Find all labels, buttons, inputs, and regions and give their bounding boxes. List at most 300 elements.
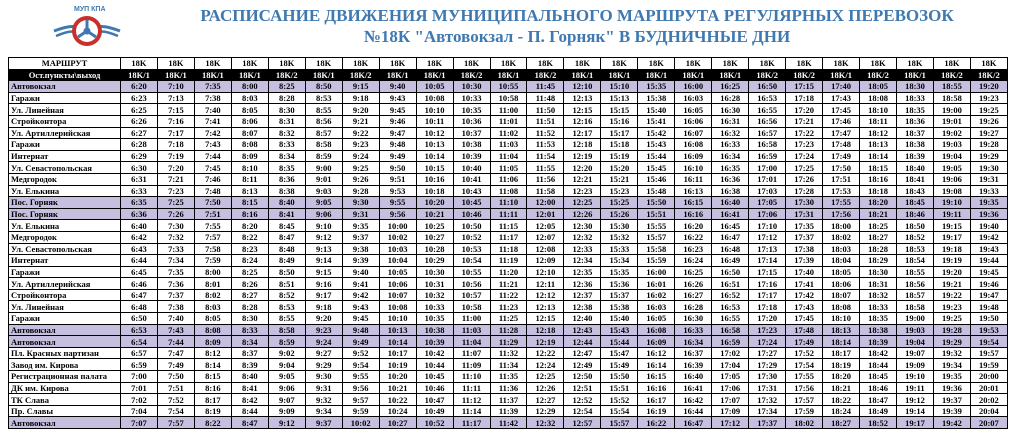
departure-time: 9:32	[305, 394, 342, 406]
table-row	[9, 208, 1008, 220]
table-row	[9, 81, 1008, 93]
departure-time: 17:39	[786, 255, 823, 267]
departure-time: 19:28	[933, 324, 970, 336]
route-code: 18K	[194, 58, 231, 70]
departure-time: 18:14	[860, 150, 897, 162]
departure-time: 15:40	[601, 313, 638, 325]
departure-time: 7:23	[157, 185, 194, 197]
table-row	[9, 150, 1008, 162]
departure-time: 19:14	[897, 405, 934, 417]
departure-time: 19:35	[933, 371, 970, 383]
departure-time: 16:01	[638, 278, 675, 290]
departure-time: 15:37	[601, 289, 638, 301]
departure-time: 7:48	[194, 185, 231, 197]
departure-time: 16:00	[638, 266, 675, 278]
departure-time: 9:37	[305, 417, 342, 429]
departure-time: 12:38	[564, 301, 601, 313]
departure-time: 16:36	[712, 173, 749, 185]
departure-time: 8:15	[231, 197, 268, 209]
departure-time: 8:31	[268, 115, 305, 127]
departure-time: 10:08	[416, 92, 453, 104]
departure-time: 9:34	[305, 405, 342, 417]
stop-name: Гаражи	[9, 139, 121, 151]
departure-time: 19:42	[933, 417, 970, 429]
departure-time: 17:18	[786, 92, 823, 104]
departure-time: 18:00	[823, 220, 860, 232]
departure-time: 10:46	[453, 208, 490, 220]
departure-time: 16:51	[712, 278, 749, 290]
departure-time: 12:40	[564, 313, 601, 325]
departure-time: 18:39	[897, 150, 934, 162]
departure-time: 19:20	[933, 266, 970, 278]
departure-time: 16:07	[675, 127, 712, 139]
departure-time: 15:40	[638, 104, 675, 116]
exit-code: 18K/2	[749, 69, 786, 81]
exit-code: 18K/1	[638, 69, 675, 81]
departure-time: 16:53	[712, 301, 749, 313]
departure-time: 11:48	[527, 92, 564, 104]
departure-time: 8:25	[268, 81, 305, 93]
departure-time: 8:09	[231, 150, 268, 162]
departure-time: 16:02	[638, 289, 675, 301]
departure-time: 8:08	[231, 139, 268, 151]
departure-time: 19:30	[970, 162, 1007, 174]
departure-time: 12:10	[564, 81, 601, 93]
departure-time: 16:44	[675, 405, 712, 417]
departure-time: 15:38	[601, 301, 638, 313]
departure-time: 19:39	[933, 405, 970, 417]
departure-time: 16:59	[712, 336, 749, 348]
departure-time: 11:03	[490, 139, 527, 151]
departure-time: 18:46	[897, 208, 934, 220]
stop-name: Ул. Артиллерийская	[9, 278, 121, 290]
departure-time: 17:49	[786, 336, 823, 348]
departure-time: 12:57	[564, 417, 601, 429]
stop-name: Медгородок	[9, 231, 121, 243]
departure-time: 8:55	[305, 104, 342, 116]
departure-time: 8:47	[268, 231, 305, 243]
departure-time: 12:32	[527, 417, 564, 429]
departure-time: 6:40	[121, 220, 158, 232]
exit-code: 18K/1	[897, 69, 934, 81]
departure-time: 11:53	[527, 139, 564, 151]
departure-time: 11:10	[453, 371, 490, 383]
departure-time: 8:51	[268, 278, 305, 290]
departure-time: 6:57	[121, 347, 158, 359]
departure-time: 16:55	[749, 104, 786, 116]
departure-time: 9:54	[342, 359, 379, 371]
departure-time: 12:49	[564, 359, 601, 371]
departure-time: 7:00	[121, 371, 158, 383]
departure-time: 9:28	[342, 185, 379, 197]
departure-time: 16:27	[675, 289, 712, 301]
departure-time: 9:52	[342, 347, 379, 359]
departure-time: 6:50	[121, 313, 158, 325]
departure-time: 7:13	[157, 92, 194, 104]
departure-time: 7:45	[194, 162, 231, 174]
departure-time: 18:56	[897, 278, 934, 290]
departure-time: 18:10	[860, 104, 897, 116]
departure-time: 18:39	[860, 336, 897, 348]
departure-time: 8:58	[305, 139, 342, 151]
departure-time: 8:22	[194, 417, 231, 429]
route-code: 18K	[638, 58, 675, 70]
departure-time: 12:30	[564, 220, 601, 232]
departure-time: 9:27	[305, 347, 342, 359]
departure-time: 7:51	[194, 208, 231, 220]
departure-time: 16:53	[749, 92, 786, 104]
departure-time: 19:34	[933, 359, 970, 371]
departure-time: 9:25	[342, 162, 379, 174]
departure-time: 6:31	[121, 173, 158, 185]
departure-time: 11:32	[490, 347, 527, 359]
departure-time: 18:13	[860, 139, 897, 151]
route-code: 18K	[601, 58, 638, 70]
departure-time: 17:16	[749, 278, 786, 290]
departure-time: 8:02	[194, 289, 231, 301]
departure-time: 7:50	[194, 197, 231, 209]
departure-time: 12:21	[564, 173, 601, 185]
departure-time: 19:57	[970, 347, 1007, 359]
departure-time: 7:55	[194, 220, 231, 232]
departure-time: 20:04	[970, 405, 1007, 417]
table-row	[9, 289, 1008, 301]
departure-time: 7:37	[157, 289, 194, 301]
departure-time: 7:51	[157, 382, 194, 394]
departure-time: 10:45	[416, 371, 453, 383]
departure-time: 16:16	[638, 382, 675, 394]
departure-time: 17:45	[823, 104, 860, 116]
departure-time: 10:05	[416, 81, 453, 93]
departure-time: 16:50	[749, 81, 786, 93]
departure-time: 19:25	[933, 313, 970, 325]
departure-time: 12:37	[564, 289, 601, 301]
table-row	[9, 405, 1008, 417]
departure-time: 9:51	[379, 173, 416, 185]
route-code: 18K	[897, 58, 934, 70]
departure-time: 8:32	[268, 127, 305, 139]
departure-time: 18:02	[786, 417, 823, 429]
departure-time: 15:10	[601, 81, 638, 93]
departure-time: 16:25	[712, 81, 749, 93]
exit-code: 18K/1	[823, 69, 860, 81]
departure-time: 15:59	[638, 255, 675, 267]
departure-time: 10:22	[379, 394, 416, 406]
departure-time: 8:59	[268, 336, 305, 348]
departure-time: 8:22	[231, 231, 268, 243]
departure-time: 10:44	[416, 359, 453, 371]
departure-time: 15:32	[601, 231, 638, 243]
departure-time: 12:35	[564, 266, 601, 278]
exit-code: 18K/2	[860, 69, 897, 81]
departure-time: 11:15	[490, 220, 527, 232]
stop-name: Ул. Елькина	[9, 185, 121, 197]
departure-time: 16:47	[675, 417, 712, 429]
departure-time: 9:18	[342, 92, 379, 104]
departure-time: 16:34	[675, 336, 712, 348]
exit-code: 18K/2	[933, 69, 970, 81]
exit-code: 18K/2	[527, 69, 564, 81]
departure-time: 15:41	[638, 115, 675, 127]
departure-time: 16:10	[675, 162, 712, 174]
departure-time: 16:45	[712, 220, 749, 232]
departure-time: 8:27	[231, 289, 268, 301]
departure-time: 9:30	[305, 371, 342, 383]
exit-code: 18K/2	[970, 69, 1007, 81]
departure-time: 17:40	[823, 81, 860, 93]
table-row	[9, 162, 1008, 174]
departure-time: 19:10	[933, 197, 970, 209]
departure-time: 6:28	[121, 139, 158, 151]
table-row	[9, 197, 1008, 209]
departure-time: 8:12	[194, 347, 231, 359]
departure-time: 17:15	[786, 81, 823, 93]
table-row	[9, 301, 1008, 313]
departure-time: 8:16	[194, 382, 231, 394]
departure-time: 11:36	[490, 382, 527, 394]
departure-time: 7:49	[157, 359, 194, 371]
exit-code: 18K/1	[601, 69, 638, 81]
departure-time: 19:04	[933, 150, 970, 162]
departure-time: 9:29	[305, 359, 342, 371]
departure-time: 12:43	[564, 324, 601, 336]
departure-time: 17:12	[712, 417, 749, 429]
departure-time: 18:27	[860, 231, 897, 243]
departure-time: 16:42	[675, 394, 712, 406]
departure-time: 10:20	[416, 197, 453, 209]
departure-time: 10:33	[416, 301, 453, 313]
departure-time: 17:01	[749, 173, 786, 185]
departure-time: 9:56	[342, 382, 379, 394]
departure-time: 10:15	[416, 162, 453, 174]
departure-time: 17:51	[823, 173, 860, 185]
departure-time: 10:21	[416, 208, 453, 220]
departure-time: 12:16	[564, 115, 601, 127]
departure-time: 16:11	[675, 173, 712, 185]
departure-time: 7:02	[121, 394, 158, 406]
departure-time: 11:17	[490, 231, 527, 243]
departure-time: 18:35	[860, 313, 897, 325]
departure-time: 7:46	[194, 173, 231, 185]
departure-time: 19:42	[970, 231, 1007, 243]
departure-time: 15:47	[601, 347, 638, 359]
departure-time: 17:20	[749, 313, 786, 325]
stop-name: Ул. Линейная	[9, 301, 121, 313]
departure-time: 10:32	[416, 289, 453, 301]
departure-time: 9:45	[379, 104, 416, 116]
departure-time: 11:45	[527, 81, 564, 93]
departure-time: 8:34	[231, 336, 268, 348]
departure-time: 9:47	[379, 127, 416, 139]
departure-time: 7:50	[157, 371, 194, 383]
departure-time: 17:37	[786, 231, 823, 243]
departure-time: 15:50	[638, 197, 675, 209]
route-code: 18K	[305, 58, 342, 70]
departure-time: 18:21	[823, 382, 860, 394]
departure-time: 18:58	[897, 301, 934, 313]
departure-time: 16:22	[638, 417, 675, 429]
departure-time: 19:33	[970, 185, 1007, 197]
departure-time: 7:26	[157, 208, 194, 220]
departure-time: 19:03	[897, 324, 934, 336]
departure-time: 19:09	[897, 359, 934, 371]
departure-time: 16:12	[638, 347, 675, 359]
departure-time: 10:11	[416, 115, 453, 127]
table-row	[9, 115, 1008, 127]
departure-time: 19:04	[897, 336, 934, 348]
departure-time: 15:45	[638, 162, 675, 174]
departure-time: 11:39	[490, 405, 527, 417]
departure-time: 7:40	[194, 104, 231, 116]
departure-time: 6:54	[121, 336, 158, 348]
title-line-1: РАСПИСАНИЕ ДВИЖЕНИЯ МУНИЦИПАЛЬНОГО МАРШРУТА РЕГУЛЯРНЫХ ПЕРЕВОЗОК	[200, 6, 954, 25]
departure-time: 11:09	[453, 359, 490, 371]
departure-time: 18:20	[823, 371, 860, 383]
stop-name: Автовокзал	[9, 336, 121, 348]
departure-time: 12:00	[527, 197, 564, 209]
stop-name: ДК им. Кирова	[9, 382, 121, 394]
departure-time: 18:49	[860, 405, 897, 417]
table-row	[9, 394, 1008, 406]
route-code: 18K	[157, 58, 194, 70]
departure-time: 6:29	[121, 150, 158, 162]
departure-time: 18:54	[897, 255, 934, 267]
departure-time: 15:30	[601, 220, 638, 232]
departure-time: 19:20	[970, 81, 1007, 93]
stop-name: Ул. Севастопольская	[9, 243, 121, 255]
exit-code: 18K/1	[121, 69, 158, 81]
departure-time: 9:10	[305, 220, 342, 232]
departure-time: 17:52	[786, 347, 823, 359]
departure-time: 12:44	[564, 336, 601, 348]
departure-time: 9:50	[379, 162, 416, 174]
departure-time: 8:07	[231, 127, 268, 139]
departure-time: 19:00	[897, 313, 934, 325]
departure-time: 17:07	[712, 394, 749, 406]
departure-time: 8:28	[268, 92, 305, 104]
route-code: 18K	[268, 58, 305, 70]
departure-time: 11:20	[490, 266, 527, 278]
departure-time: 12:19	[564, 150, 601, 162]
departure-time: 18:33	[897, 92, 934, 104]
departure-time: 17:12	[749, 231, 786, 243]
route-code: 18K	[712, 58, 749, 70]
departure-time: 16:50	[712, 266, 749, 278]
departure-time: 8:38	[268, 185, 305, 197]
departure-time: 15:48	[638, 185, 675, 197]
departure-time: 16:03	[675, 92, 712, 104]
departure-time: 8:05	[231, 104, 268, 116]
departure-time: 19:10	[897, 371, 934, 383]
departure-time: 8:01	[194, 278, 231, 290]
departure-time: 8:47	[231, 417, 268, 429]
departure-time: 9:59	[342, 405, 379, 417]
departure-time: 7:38	[157, 301, 194, 313]
departure-time: 10:55	[453, 266, 490, 278]
departure-time: 8:36	[268, 173, 305, 185]
departure-time: 20:02	[970, 394, 1007, 406]
departure-time: 19:31	[970, 173, 1007, 185]
departure-time: 18:28	[860, 243, 897, 255]
departure-time: 6:26	[121, 115, 158, 127]
departure-time: 18:03	[823, 243, 860, 255]
departure-time: 7:44	[194, 150, 231, 162]
departure-time: 12:19	[527, 336, 564, 348]
departure-time: 16:15	[675, 197, 712, 209]
departure-time: 7:04	[121, 405, 158, 417]
departure-time: 15:35	[601, 266, 638, 278]
departure-time: 17:37	[749, 417, 786, 429]
departure-time: 10:06	[379, 278, 416, 290]
departure-time: 8:05	[194, 313, 231, 325]
departure-time: 19:22	[933, 289, 970, 301]
departure-time: 11:35	[490, 371, 527, 383]
exit-code: 18K/1	[379, 69, 416, 81]
departure-time: 17:49	[823, 150, 860, 162]
departure-time: 16:15	[638, 371, 675, 383]
departure-time: 10:37	[453, 127, 490, 139]
departure-time: 18:37	[897, 127, 934, 139]
departure-time: 11:54	[527, 150, 564, 162]
table-row	[9, 139, 1008, 151]
departure-time: 11:23	[490, 301, 527, 313]
departure-time: 11:19	[490, 255, 527, 267]
departure-time: 7:59	[194, 255, 231, 267]
departure-time: 18:15	[860, 162, 897, 174]
departure-time: 18:50	[897, 220, 934, 232]
departure-time: 6:53	[121, 324, 158, 336]
departure-time: 10:38	[416, 324, 453, 336]
departure-time: 19:01	[933, 115, 970, 127]
departure-time: 18:44	[860, 359, 897, 371]
departure-time: 15:20	[601, 162, 638, 174]
table-row	[9, 255, 1008, 267]
departure-time: 10:25	[416, 220, 453, 232]
exit-header-row	[9, 69, 1008, 81]
route-code: 18K	[342, 58, 379, 70]
stop-name: Стройконтора	[9, 289, 121, 301]
departure-time: 8:33	[268, 139, 305, 151]
departure-time: 10:54	[453, 255, 490, 267]
stops-label: Ост.пункты\выход	[9, 69, 121, 81]
departure-time: 12:09	[527, 255, 564, 267]
departure-time: 17:17	[749, 289, 786, 301]
stop-name: Автовокзал	[9, 417, 121, 429]
departure-time: 11:28	[490, 324, 527, 336]
table-row	[9, 359, 1008, 371]
departure-time: 12:17	[564, 127, 601, 139]
departure-time: 7:20	[157, 162, 194, 174]
departure-time: 17:22	[786, 127, 823, 139]
departure-time: 8:39	[231, 359, 268, 371]
departure-time: 10:04	[379, 255, 416, 267]
departure-time: 9:17	[305, 289, 342, 301]
departure-time: 11:02	[490, 127, 527, 139]
departure-time: 8:20	[231, 220, 268, 232]
departure-time: 11:01	[490, 115, 527, 127]
departure-time: 7:33	[157, 243, 194, 255]
route-code: 18K	[970, 58, 1007, 70]
departure-time: 17:05	[712, 371, 749, 383]
departure-time: 8:17	[194, 394, 231, 406]
departure-time: 10:13	[416, 139, 453, 151]
exit-code: 18K/1	[416, 69, 453, 81]
departure-time: 8:37	[231, 347, 268, 359]
departure-time: 18:02	[823, 231, 860, 243]
departure-time: 19:06	[933, 173, 970, 185]
departure-time: 17:14	[749, 255, 786, 267]
departure-time: 15:42	[638, 127, 675, 139]
